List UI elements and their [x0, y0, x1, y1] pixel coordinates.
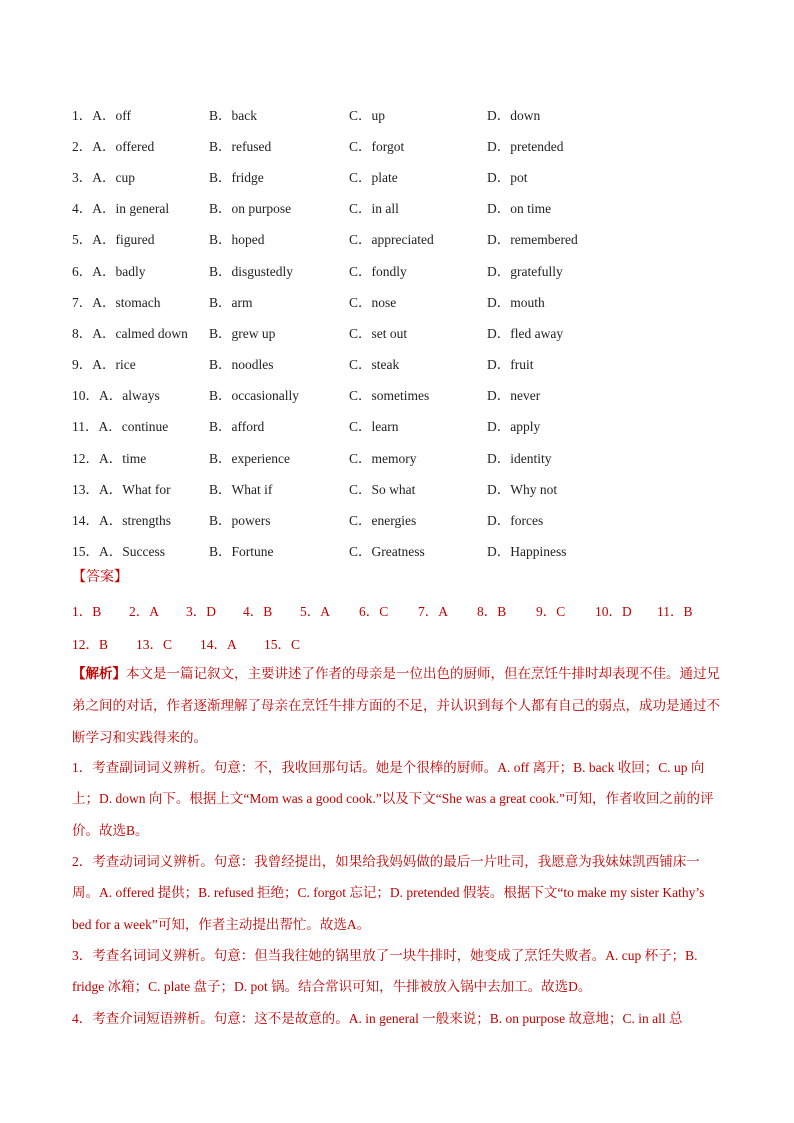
- answer-item: 2．A: [129, 604, 159, 619]
- option-a: 4．A．in general: [72, 201, 170, 217]
- option-b: B．back: [209, 107, 257, 123]
- option-d: D．Why not: [487, 481, 558, 497]
- option-b: B．occasionally: [209, 388, 299, 404]
- option-row: [72, 410, 732, 441]
- option-b: B．fridge: [209, 169, 264, 185]
- analysis-summary-text: 本文是一篇记叙文，主要讲述了作者的母亲是一位出色的厨师，但在烹饪牛排时却表现不佳。通过兄弟之间的对话，作者逐渐理解了母亲在烹饪牛排方面的不足，并认识到每个人都有自己的弱点，成功是通过不断学习和实践得来的。: [72, 666, 720, 745]
- analysis-item-4: 4．考查介词短语辨析。句意：这不是故意的。A. in general 一般来说；B. on purpose 故意地；C. in all 总: [72, 1011, 683, 1026]
- answer-item: 1．B: [72, 604, 102, 619]
- option-a: 9．A．rice: [72, 357, 136, 373]
- option-c: C．learn: [349, 419, 399, 435]
- option-c: C．energies: [349, 513, 417, 529]
- option-c: C．sometimes: [349, 388, 430, 404]
- option-d: D．fruit: [487, 357, 534, 373]
- option-c: C．forgot: [349, 138, 405, 154]
- option-d: D．pot: [487, 169, 528, 185]
- answer-item: 5．A: [300, 604, 330, 619]
- answer-item: 15．C: [264, 637, 301, 652]
- analysis-item-1: 1．考查副词词义辨析。句意：不，我收回那句话。她是个很棒的厨师。A. off 离开；B. back 收回；C. up 向上；D. down 向下。根据上文“Mom was a good cook.”以及下文“She was a great cook.”可知，作者收回之前的评价。故选B。: [72, 760, 714, 838]
- option-d: D．down: [487, 107, 541, 123]
- option-b: B．on purpose: [209, 201, 292, 217]
- option-c: C．plate: [349, 169, 398, 185]
- option-row: [72, 316, 732, 347]
- option-d: D．forces: [487, 513, 544, 529]
- option-a: 12．A．time: [72, 450, 147, 466]
- answer-heading: 【答案】: [72, 569, 128, 585]
- options-table: [72, 98, 732, 566]
- option-a: 8．A．calmed down: [72, 325, 188, 341]
- answer-item: 4．B: [243, 604, 273, 619]
- option-c: C．steak: [349, 357, 400, 373]
- answer-item: 11．B: [657, 604, 693, 619]
- option-row: [72, 129, 732, 160]
- answer-item: 6．C: [359, 604, 389, 619]
- option-b: B．noodles: [209, 357, 274, 373]
- answer-item: 10．D: [595, 604, 632, 619]
- option-a: 2．A．offered: [72, 138, 155, 154]
- option-c: C．in all: [349, 201, 399, 217]
- option-d: D．apply: [487, 419, 541, 435]
- option-a: 15．A．Success: [72, 544, 165, 560]
- analysis-item-3: 3．考查名词词义辨析。句意：但当我往她的锅里放了一块牛排时，她变成了烹饪失败者。A. cup 杯子；B. fridge 冰箱；C. plate 盘子；D. pot 锅。结合常识可知，牛排被放入锅中去加工。故选D。: [72, 948, 698, 995]
- option-d: D．on time: [487, 201, 552, 217]
- option-row: [72, 160, 732, 191]
- option-row: [72, 441, 732, 472]
- option-a: 14．A．strengths: [72, 513, 171, 529]
- option-row: [72, 285, 732, 316]
- option-c: C．Greatness: [349, 544, 425, 560]
- option-row: [72, 503, 732, 534]
- answer-item: 9．C: [536, 604, 566, 619]
- option-row: [72, 192, 732, 223]
- option-d: D．never: [487, 388, 541, 404]
- option-b: B．grew up: [209, 325, 276, 341]
- option-d: D．Happiness: [487, 544, 567, 560]
- option-c: C．appreciated: [349, 232, 434, 248]
- answer-item: 14．A: [200, 637, 237, 652]
- option-b: B．refused: [209, 138, 272, 154]
- option-a: 13．A．What for: [72, 481, 171, 497]
- option-a: 1．A．off: [72, 107, 131, 123]
- option-a: 3．A．cup: [72, 169, 135, 185]
- option-b: B．What if: [209, 481, 273, 497]
- option-d: D．fled away: [487, 325, 564, 341]
- option-row: [72, 472, 732, 503]
- option-c: C．fondly: [349, 263, 407, 279]
- option-row: [72, 379, 732, 410]
- option-c: C．nose: [349, 294, 397, 310]
- option-d: D．mouth: [487, 294, 545, 310]
- option-a: 7．A．stomach: [72, 294, 161, 310]
- option-row: [72, 348, 732, 379]
- option-d: D．identity: [487, 450, 552, 466]
- option-a: 11．A．continue: [72, 419, 169, 435]
- answer-item: 8．B: [477, 604, 507, 619]
- option-row: [72, 535, 732, 566]
- option-b: B．disgustedly: [209, 263, 294, 279]
- answer-item: 12．B: [72, 637, 109, 652]
- option-c: C．set out: [349, 325, 408, 341]
- analysis-item-2: 2．考查动词词义辨析。句意：我曾经提出，如果给我妈妈做的最后一片吐司，我愿意为我妹妹凯西铺床一周。A. offered 提供；B. refused 拒绝；C. forgot 忘记；D. pretended 假装。根据下文“to make my sister Kathy’s bed for a week”可知，作者主动提出帮忙。故选A。: [72, 854, 705, 932]
- option-row: [72, 98, 732, 129]
- option-b: B．hoped: [209, 232, 265, 248]
- option-b: B．Fortune: [209, 544, 274, 560]
- option-c: C．So what: [349, 481, 416, 497]
- option-b: B．experience: [209, 450, 290, 466]
- option-b: B．afford: [209, 419, 265, 435]
- analysis-summary: [72, 658, 726, 753]
- option-b: B．powers: [209, 513, 271, 529]
- option-c: C．memory: [349, 450, 417, 466]
- answer-item: 7．A: [418, 604, 448, 619]
- option-d: D．remembered: [487, 232, 578, 248]
- answer-item: 13．C: [136, 637, 173, 652]
- answer-item: 3．D: [186, 604, 216, 619]
- answers-line-1: [72, 600, 697, 620]
- answers-line-2: [72, 633, 304, 653]
- option-a: 10．A．always: [72, 388, 160, 404]
- option-a: 6．A．badly: [72, 263, 146, 279]
- option-row: [72, 223, 732, 254]
- option-row: [72, 254, 732, 285]
- option-c: C．up: [349, 107, 386, 123]
- option-a: 5．A．figured: [72, 232, 155, 248]
- option-d: D．gratefully: [487, 263, 563, 279]
- option-b: B．arm: [209, 294, 253, 310]
- option-d: D．pretended: [487, 138, 564, 154]
- analysis-label: 【解析】: [72, 666, 126, 682]
